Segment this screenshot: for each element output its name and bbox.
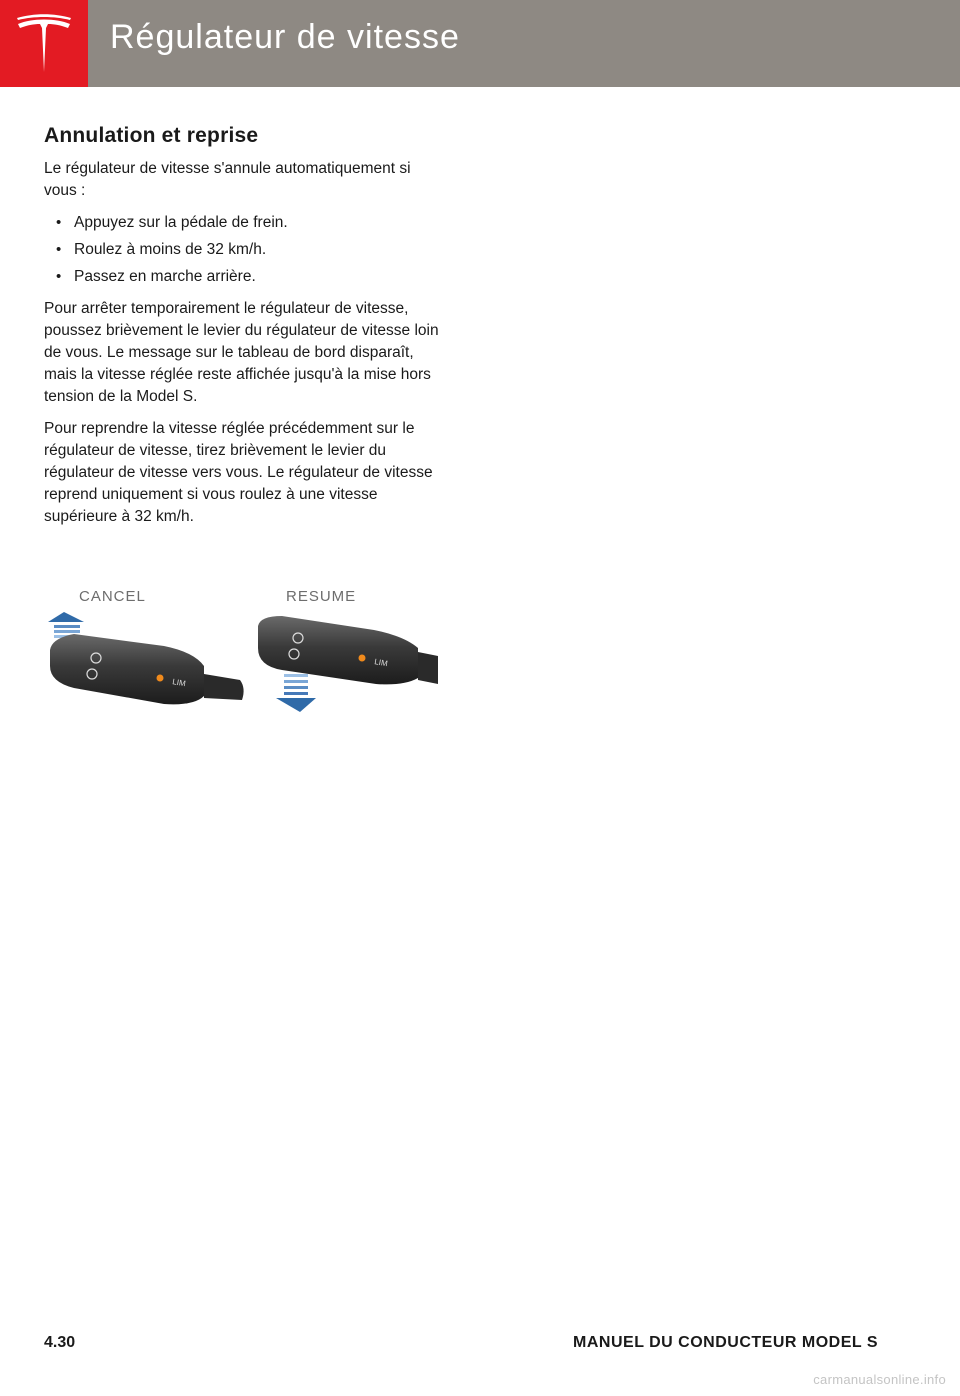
- page-title: Régulateur de vitesse: [110, 18, 460, 56]
- list-item: • Appuyez sur la pédale de frein.: [44, 212, 444, 234]
- list-item: • Roulez à moins de 32 km/h.: [44, 239, 444, 261]
- bullet-list: [44, 212, 444, 288]
- logo-box: [0, 0, 88, 87]
- resume-lever-text: LIM: [373, 657, 389, 669]
- resume-paragraph: Pour reprendre la vitesse réglée précédemment sur le régulateur de vitesse, tirez brièvement le levier du régulateur de vitesse vers vous. Le régulateur de vitesse reprend uniquement si vous roulez à une vitesse supérieure à 32 km/h.: [44, 420, 433, 525]
- main-content: [44, 124, 444, 538]
- cancel-arrow-icon: [48, 612, 84, 638]
- page-header: [0, 0, 960, 87]
- tesla-logo-icon: [14, 14, 74, 76]
- watermark: carmanualsonline.info: [813, 1372, 946, 1387]
- cancel-paragraph: Pour arrêter temporairement le régulateur de vitesse, poussez brièvement le levier du régulateur de vitesse loin de vous. Le message sur le tableau de bord disparaît, mais la vitesse réglée reste affichée jusqu'à la mise hors tension de la Model S.: [44, 300, 439, 405]
- lever-drawing: [44, 582, 438, 722]
- manual-title: MANUEL DU CONDUCTEUR MODEL S: [573, 1334, 878, 1351]
- cancel-lever-text: LIM: [171, 677, 187, 689]
- section-title: Annulation et reprise: [44, 124, 259, 147]
- resume-arrow-icon: [276, 674, 316, 712]
- list-item: • Passez en marche arrière.: [44, 266, 444, 288]
- intro-paragraph: Le régulateur de vitesse s'annule automatiquement si vous :: [44, 160, 411, 199]
- page-number: 4.30: [44, 1334, 76, 1351]
- cancel-lever: [50, 634, 244, 704]
- lever-illustration: [44, 582, 438, 722]
- resume-label: RESUME: [286, 588, 357, 605]
- cancel-label: CANCEL: [79, 588, 146, 605]
